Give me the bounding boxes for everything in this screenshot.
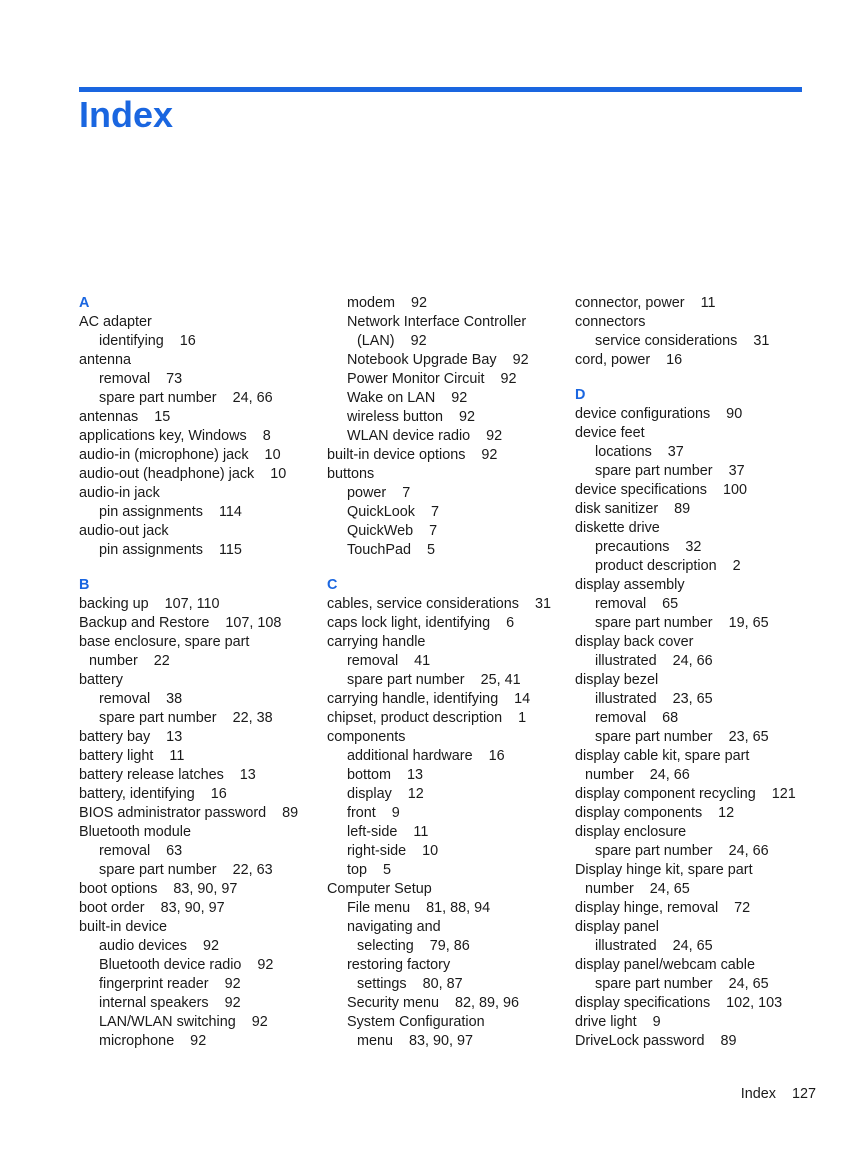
index-subentry: left-side 11 <box>347 824 429 840</box>
index-entry: applications key, Windows 8 <box>79 428 271 444</box>
index-entry: chipset, product description 1 <box>327 710 527 726</box>
index-subentry: Bluetooth device radio 92 <box>99 957 274 973</box>
index-subentry: Power Monitor Circuit 92 <box>347 371 517 387</box>
index-entry: Computer Setup <box>327 881 432 897</box>
index-entry: device configurations 90 <box>575 406 743 422</box>
index-subentry: spare part number 25, 41 <box>347 672 521 688</box>
page-footer <box>741 1086 816 1102</box>
index-entry: battery <box>79 672 123 688</box>
index-entry: battery bay 13 <box>79 729 183 745</box>
index-subentry: removal 63 <box>99 843 183 859</box>
index-subentry: product description 2 <box>595 558 741 574</box>
index-subentry: pin assignments 115 <box>99 542 242 558</box>
index-subentry: spare part number 19, 65 <box>595 615 769 631</box>
index-subentry: spare part number 37 <box>595 463 745 479</box>
index-entry: built-in device <box>79 919 167 935</box>
index-entry: display component recycling 121 <box>575 786 796 802</box>
index-entry: display hinge, removal 72 <box>575 900 751 916</box>
index-entry-continuation: number 24, 66 <box>585 767 690 783</box>
index-entry: carrying handle, identifying 14 <box>327 691 531 707</box>
index-entry: audio-out jack <box>79 523 169 539</box>
index-subentry: spare part number 24, 66 <box>99 390 273 406</box>
index-entry: base enclosure, spare part <box>79 634 250 650</box>
index-subentry: Notebook Upgrade Bay 92 <box>347 352 529 368</box>
index-subentry: illustrated 24, 66 <box>595 653 713 669</box>
index-subentry: removal 68 <box>595 710 679 726</box>
index-subentry: display 12 <box>347 786 424 802</box>
index-entry: cord, power 16 <box>575 352 683 368</box>
index-entry: battery, identifying 16 <box>79 786 227 802</box>
index-subentry: wireless button 92 <box>347 409 475 425</box>
index-entry: disk sanitizer 89 <box>575 501 691 517</box>
index-subentry: internal speakers 92 <box>99 995 241 1011</box>
section-letter: A <box>79 295 90 311</box>
index-entry: Display hinge kit, spare part <box>575 862 753 878</box>
index-entry: Bluetooth module <box>79 824 192 840</box>
index-entry: antennas 15 <box>79 409 171 425</box>
index-entry: boot options 83, 90, 97 <box>79 881 238 897</box>
index-entry: components <box>327 729 406 745</box>
index-entry-continuation: number 24, 65 <box>585 881 690 897</box>
index-entry: display panel <box>575 919 660 935</box>
index-subentry: power 7 <box>347 485 411 501</box>
index-entry: BIOS administrator password 89 <box>79 805 299 821</box>
index-entry: diskette drive <box>575 520 660 536</box>
index-entry: built-in device options 92 <box>327 447 498 463</box>
index-entry: backing up 107, 110 <box>79 596 220 612</box>
index-entry: carrying handle <box>327 634 426 650</box>
index-entry: connectors <box>575 314 646 330</box>
index-subentry: spare part number 24, 66 <box>595 843 769 859</box>
index-subentry: spare part number 22, 63 <box>99 862 273 878</box>
index-column-3 <box>575 294 825 1051</box>
index-subentry: additional hardware 16 <box>347 748 505 764</box>
page-title: Index <box>79 94 174 135</box>
index-entry: display assembly <box>575 577 685 593</box>
index-subentry: WLAN device radio 92 <box>347 428 503 444</box>
index-subentry: LAN/WLAN switching 92 <box>99 1014 268 1030</box>
index-subentry: locations 37 <box>595 444 684 460</box>
index-entry: display cable kit, spare part <box>575 748 750 764</box>
index-subentry: spare part number 24, 65 <box>595 976 769 992</box>
index-subentry: fingerprint reader 92 <box>99 976 241 992</box>
index-entry-continuation: number 22 <box>89 653 170 669</box>
index-subentry: front 9 <box>347 805 400 821</box>
index-subentry: Security menu 82, 89, 96 <box>347 995 519 1011</box>
index-entry: display components 12 <box>575 805 735 821</box>
index-subentry: QuickWeb 7 <box>347 523 438 539</box>
index-subentry: Network Interface Controller <box>347 314 527 330</box>
page-number: 127 <box>791 1086 816 1102</box>
section-spacer <box>327 560 567 576</box>
index-subentry: service considerations 31 <box>595 333 770 349</box>
index-entry: audio-in (microphone) jack 10 <box>79 447 281 463</box>
header-rule <box>79 87 802 92</box>
index-subentry: bottom 13 <box>347 767 423 783</box>
footer-label: Index <box>740 1086 776 1102</box>
index-entry: display specifications 102, 103 <box>575 995 783 1011</box>
section-letter: B <box>79 577 90 593</box>
index-subentry: QuickLook 7 <box>347 504 439 520</box>
index-subentry-continuation: menu 83, 90, 97 <box>357 1033 474 1049</box>
index-entry: battery release latches 13 <box>79 767 256 783</box>
index-entry: cables, service considerations 31 <box>327 596 551 612</box>
index-subentry: microphone 92 <box>99 1033 207 1049</box>
index-subentry-continuation: settings 80, 87 <box>357 976 463 992</box>
index-subentry: removal 73 <box>99 371 183 387</box>
index-subentry: removal 38 <box>99 691 183 707</box>
index-entry: display enclosure <box>575 824 687 840</box>
index-subentry: modem 92 <box>347 295 427 311</box>
index-subentry: restoring factory <box>347 957 451 973</box>
index-entry: AC adapter <box>79 314 152 330</box>
section-spacer <box>575 370 825 386</box>
index-entry: display back cover <box>575 634 694 650</box>
index-entry: DriveLock password 89 <box>575 1033 737 1049</box>
index-subentry: illustrated 24, 65 <box>595 938 713 954</box>
index-column-1 <box>79 294 319 1051</box>
index-entry: caps lock light, identifying 6 <box>327 615 515 631</box>
index-subentry: spare part number 22, 38 <box>99 710 273 726</box>
index-entry: buttons <box>327 466 375 482</box>
index-subentry: Wake on LAN 92 <box>347 390 468 406</box>
index-subentry: File menu 81, 88, 94 <box>347 900 491 916</box>
index-entry: device specifications 100 <box>575 482 747 498</box>
index-column-2 <box>327 294 567 1051</box>
index-entry: audio-out (headphone) jack 10 <box>79 466 287 482</box>
section-letter: D <box>575 387 586 403</box>
index-subentry: removal 65 <box>595 596 679 612</box>
index-entry: Backup and Restore 107, 108 <box>79 615 282 631</box>
index-subentry: navigating and <box>347 919 441 935</box>
index-subentry: identifying 16 <box>99 333 196 349</box>
index-entry: display bezel <box>575 672 659 688</box>
index-entry: boot order 83, 90, 97 <box>79 900 225 916</box>
index-subentry: precautions 32 <box>595 539 702 555</box>
index-subentry: spare part number 23, 65 <box>595 729 769 745</box>
index-entry: connector, power 11 <box>575 295 716 311</box>
section-spacer <box>79 560 319 576</box>
index-entry: drive light 9 <box>575 1014 661 1030</box>
index-subentry: top 5 <box>347 862 392 878</box>
index-entry: battery light 11 <box>79 748 185 764</box>
index-subentry-continuation: (LAN) 92 <box>357 333 427 349</box>
index-entry: display panel/webcam cable <box>575 957 755 973</box>
index-subentry: illustrated 23, 65 <box>595 691 713 707</box>
section-letter: C <box>327 577 338 593</box>
index-entry: audio-in jack <box>79 485 160 501</box>
index-subentry: right-side 10 <box>347 843 439 859</box>
index-subentry-continuation: selecting 79, 86 <box>357 938 470 954</box>
index-subentry: removal 41 <box>347 653 431 669</box>
index-subentry: System Configuration <box>347 1014 485 1030</box>
index-subentry: audio devices 92 <box>99 938 220 954</box>
index-entry: antenna <box>79 352 132 368</box>
index-entry: device feet <box>575 425 645 441</box>
index-subentry: TouchPad 5 <box>347 542 436 558</box>
index-subentry: pin assignments 114 <box>99 504 242 520</box>
